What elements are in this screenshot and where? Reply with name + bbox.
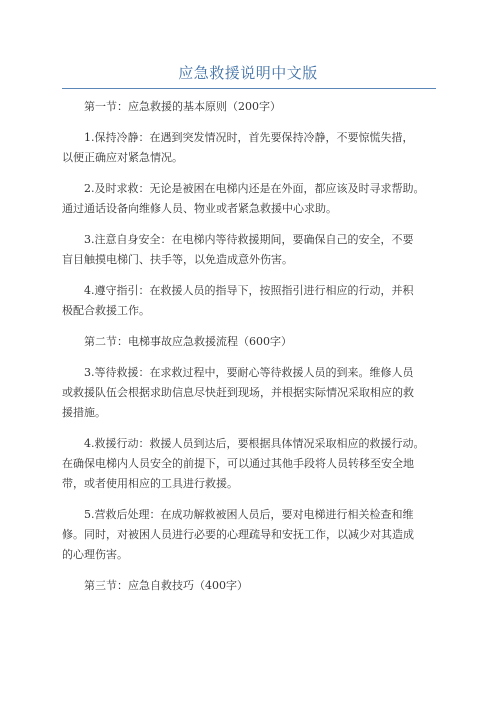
paragraph-line: 4.救援行动：救援人员到达后，要根据具体情况采取相应的救援行动。 — [84, 437, 425, 450]
paragraph — [62, 179, 436, 219]
title-underline — [62, 88, 436, 89]
paragraph — [62, 434, 436, 494]
paragraph-line: 1.保持冷静：在遇到突发情况时，首先要保持冷静，不要惊慌失措， — [84, 131, 414, 144]
document-title: 应急救援说明中文版 — [178, 64, 318, 82]
paragraph-line: 通过通话设备向维修人员、物业或者紧急救援中心求助。 — [62, 202, 337, 215]
paragraph-line: 在确保电梯内人员安全的前提下，可以通过其他手段将人员转移至安全地 — [62, 457, 414, 470]
paragraph-line: 2.及时求救：无论是被困在电梯内还是在外面，都应该及时寻求帮助。 — [84, 182, 425, 195]
document-body — [62, 97, 436, 596]
section-heading — [62, 576, 436, 596]
paragraph-line: 以便正确应对紧急情况。 — [62, 151, 183, 164]
paragraph — [62, 363, 436, 423]
paragraph — [62, 230, 436, 270]
section-2-heading: 第二节：电梯事故应急救援流程（600字） — [84, 335, 292, 348]
paragraph-line: 盲目触摸电梯门、扶手等，以免造成意外伤害。 — [62, 253, 293, 266]
paragraph — [62, 128, 436, 168]
paragraph-line: 极配合救援工作。 — [62, 304, 150, 317]
paragraph-line: 的心理伤害。 — [62, 548, 128, 561]
paragraph-line: 带，或者使用相应的工具进行救援。 — [62, 477, 238, 490]
paragraph — [62, 505, 436, 565]
paragraph-line: 或救援队伍会根据求助信息尽快赶到现场，并根据实际情况采取相应的救 — [62, 386, 414, 399]
paragraph-line: 5.营救后处理：在成功解救被困人员后，要对电梯进行相关检查和维 — [84, 508, 414, 521]
section-1-heading: 第一节：应急救援的基本原则（200字） — [84, 100, 281, 113]
section-3-heading: 第三节：应急自救技巧（400字） — [84, 579, 248, 592]
paragraph-line: 援措施。 — [62, 406, 106, 419]
paragraph-line: 3.等待救援：在求救过程中，要耐心等待救援人员的到来。维修人员 — [84, 366, 414, 379]
section-heading — [62, 332, 436, 352]
paragraph-line: 修。同时，对被困人员进行必要的心理疏导和安抚工作，以减少对其造成 — [62, 528, 414, 541]
section-heading — [62, 97, 436, 117]
paragraph-line: 3.注意自身安全：在电梯内等待救援期间，要确保自己的安全，不要 — [84, 233, 414, 246]
paragraph — [62, 281, 436, 321]
paragraph-line: 4.遵守指引：在救援人员的指导下，按照指引进行相应的行动，并积 — [84, 284, 414, 297]
